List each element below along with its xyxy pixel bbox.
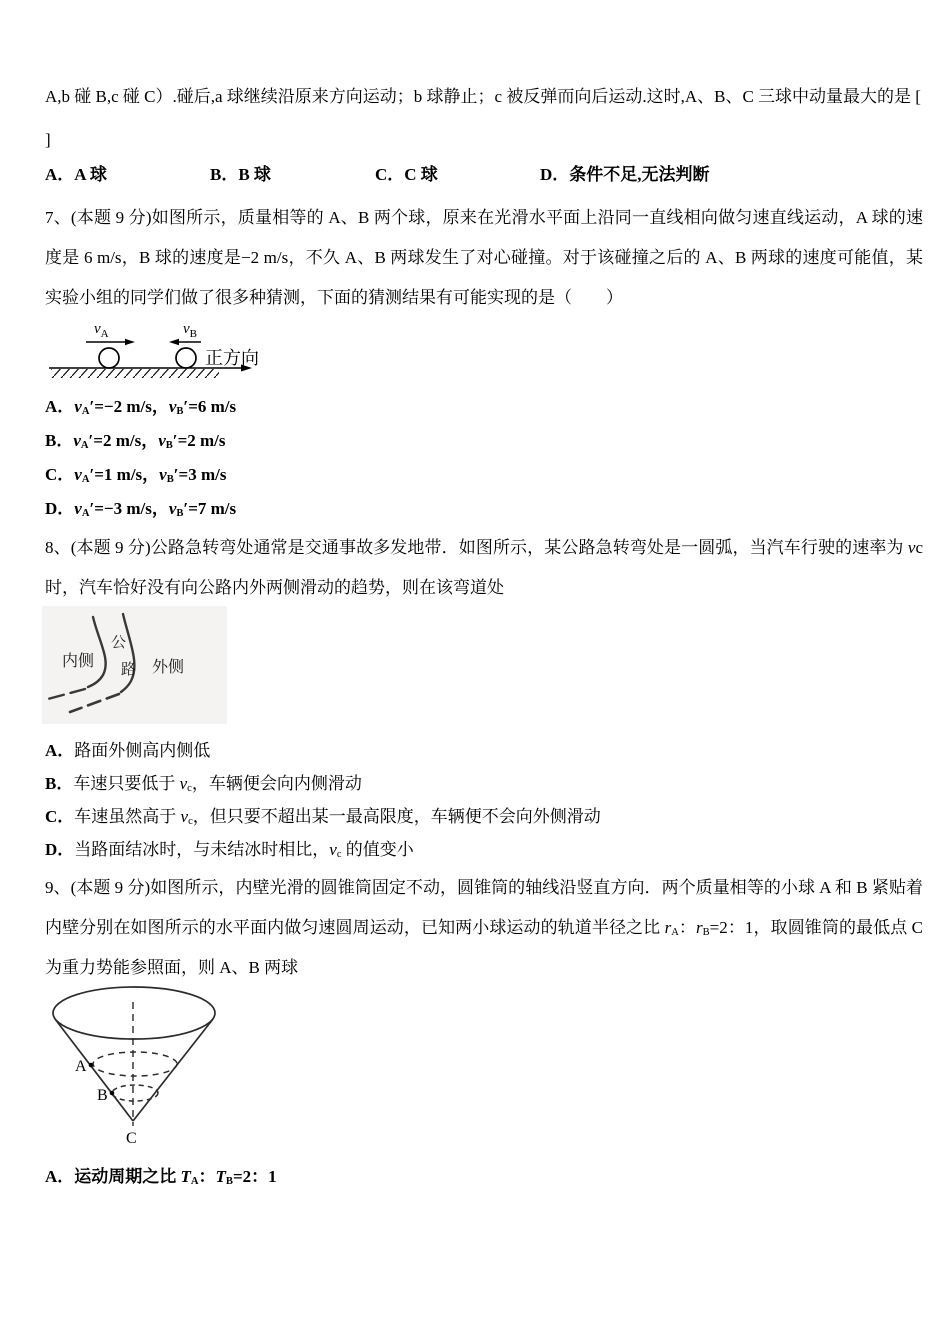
road-figure-svg [42,606,227,724]
va-label: $v_A$ [94,321,109,340]
q8-option-b: B．车速只要低于 $v_c$，车辆便会向内侧滑动 [45,774,362,794]
q7-options [45,390,923,526]
inner-side-label: 内侧 [62,653,95,670]
ball-a [99,348,119,368]
q7-option-d: D．$v_A'=-3$ m/s，$v_B'=7$ m/s [45,499,237,519]
q7-option-a: A．$v_A'=-2$ m/s，$v_B'=6$ m/s [45,397,237,417]
q6-option-c: C．C 球 [375,165,438,184]
q8-options [45,734,923,866]
orbit-a [93,1052,177,1076]
q6-options-row [45,162,923,188]
cone-rim [53,987,215,1039]
q6-stem-line1: A,b 碰 B,c 碰 C）.碰后,a 球继续沿原来方向运动；b 球静止；c 被反弹而向后运动.这时,A、B、C 三球中动量最大的是 [ [45,87,921,106]
q9-option-a: A．运动周期之比 $T_A$：$T_B=2$：1 [45,1167,277,1187]
q6-option-d: D．条件不足,无法判断 [540,165,710,184]
ball-b-dot [110,1091,115,1096]
ball-a-dot [89,1063,94,1068]
point-b-label: B [97,1087,108,1104]
q8-option-c: C．车速虽然高于 $v_c$，但只要不超出某一最高限度，车辆便不会向外侧滑动 [45,807,601,827]
q8-road-figure [42,606,227,729]
outer-side-label: 外侧 [152,659,185,676]
q7-stem: 7、(本题 9 分)如图所示，质量相等的 A、B 两个球，原来在光滑水平面上沿同一直线相向做匀速直线运动，A 球的速度是 6 m/s，B 球的速度是−2 m/s，不久 A、B 两球发生了对心碰撞。对于该碰撞之后的 A、B 两球的速度可能值，某实验小组的同学们做了很多种猜测，下面的猜测结果有可能实现的是（ ） [45,208,923,307]
road-label-top: 公 [111,635,127,651]
q8-stem: 8、(本题 9 分)公路急转弯处通常是交通事故多发地带．如图所示，某公路急转弯处是一圆弧，当汽车行驶的速率为 vc 时，汽车恰好没有向公路内外两侧滑动的趋势，则在该弯道处 [45,538,923,597]
q8-option-d: D．当路面结冰时，与未结冰时相比，$v_c$ 的值变小 [45,840,414,860]
q7-option-c: C．$v_A'=1$ m/s，$v_B'=3$ m/s [45,465,227,485]
cone-right-wall [133,1019,213,1121]
point-a-label: A [75,1058,87,1075]
q9-cone-figure [45,986,270,1156]
vb-arrowhead-icon [169,339,179,345]
q9-options [45,1160,923,1194]
positive-direction-label: 正方向 [205,348,259,368]
va-arrowhead-icon [125,339,135,345]
q7-collision-figure [45,316,280,399]
ball-b [176,348,196,368]
q9-stem: 9、(本题 9 分)如图所示，内壁光滑的圆锥筒固定不动，圆锥筒的轴线沿竖直方向．两个质量相等的小球 A 和 B 紧贴着内壁分别在如图所示的水平面内做匀速圆周运动，已知两小球运动的轨道半径之比 $r_A$：$r_B=2$：1，取圆锥筒的最低点 C 为重力势能参照面，则 A、B 两球 [45,878,924,977]
cone-left-wall [55,1019,133,1121]
vb-label: $v_B$ [183,321,198,340]
q6-option-b: B．B 球 [210,165,271,184]
collision-figure-svg [45,316,280,394]
point-c-label: C [126,1130,137,1147]
q7-option-b: B．$v_A'=2$ m/s，$v_B'=2$ m/s [45,431,226,451]
q6-option-a: A．A 球 [45,165,107,184]
q8-option-a: A．路面外侧高内侧低 [45,741,211,760]
orbit-b [112,1085,158,1101]
road-label-bottom: 路 [121,662,137,678]
ground-hatching [51,369,219,378]
cone-figure-svg [45,986,270,1151]
q6-stem-line2: ] [45,130,51,149]
